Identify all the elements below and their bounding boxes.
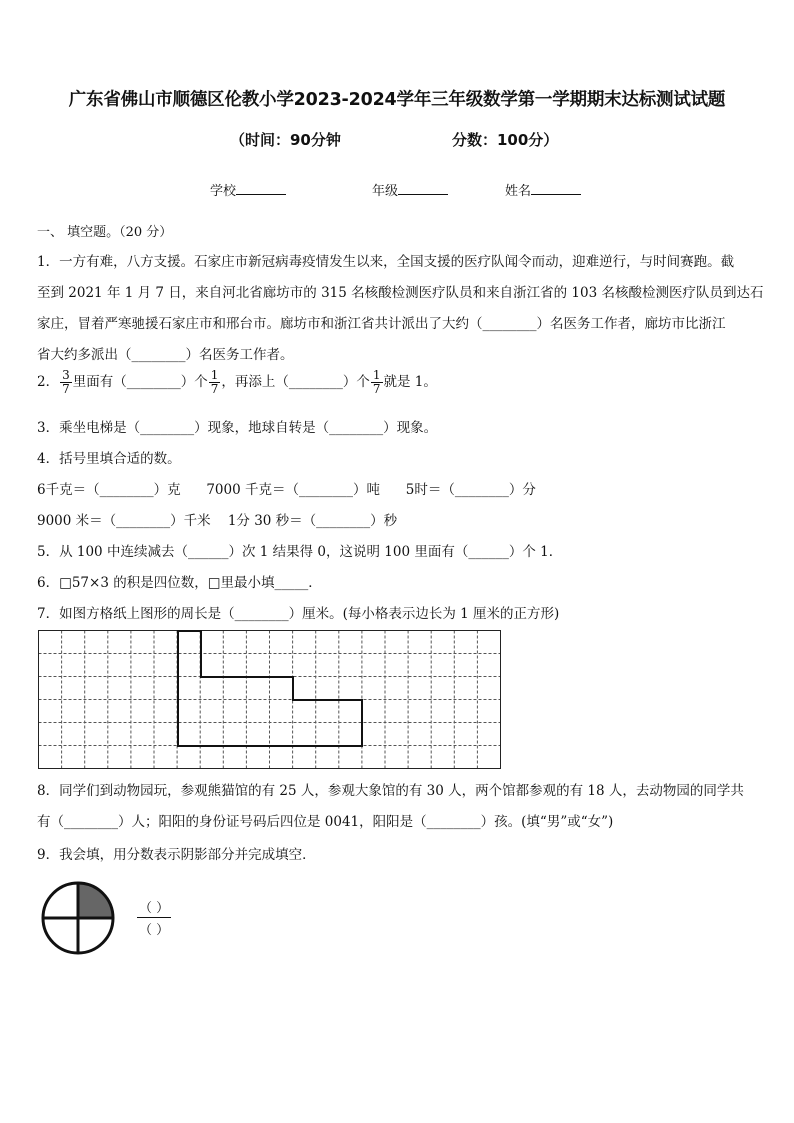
answer-fraction bbox=[137, 897, 171, 938]
grid-figure bbox=[38, 630, 503, 770]
section-heading: 一、 填空题。（20 分） bbox=[37, 225, 173, 240]
answer-denominator[interactable]: （ ） bbox=[139, 923, 170, 938]
name-label: 姓名 bbox=[505, 184, 532, 199]
grade-blank bbox=[398, 182, 448, 195]
q7-line: 7．如图方格纸上图形的周长是（________）厘米。(每小格表示边长为 1 厘米的正方形) bbox=[37, 606, 560, 622]
q3-line: 3．乘坐电梯是（________）现象，地球自转是（________）现象。 bbox=[37, 420, 438, 436]
grid-lines bbox=[39, 631, 501, 769]
q8-line1: 8．同学们到动物园玩，参观熊猫馆的有 25 人，参观大象馆的有 30 人，两个馆都参观的有 18 人，去动物园的同学共 bbox=[37, 783, 744, 799]
exam-time: （时间：90分钟 bbox=[230, 131, 341, 149]
q2-text-d: 就是 1。 bbox=[383, 374, 437, 390]
fraction-numerator: 1 bbox=[372, 368, 381, 382]
q1-line1: 1．一方有难，八方支援。石家庄市新冠病毒疫情发生以来，全国支援的医疗队闻令而动，迎难逆行，与时间赛跑。截 bbox=[37, 254, 735, 270]
fraction-denominator: 7 bbox=[62, 382, 70, 396]
q2-line bbox=[37, 369, 437, 396]
fraction-numerator: 3 bbox=[62, 368, 70, 382]
q2-text-b: 里面有（________）个 bbox=[72, 374, 208, 390]
q8-line2: 有（________）人；阳阳的身份证号码后四位是 0041，阳阳是（________）孩。(填“男”或“女”) bbox=[37, 814, 614, 830]
q2-prefix: 2． bbox=[37, 374, 60, 390]
name-blank bbox=[531, 182, 581, 195]
q6-line: 6．□57×3 的积是四位数，□里最小填_____． bbox=[37, 575, 322, 591]
fraction-3-7 bbox=[60, 369, 72, 396]
q4-row2: 9000 米＝（________）千米 1分 30 秒＝（________）秒 bbox=[37, 513, 398, 529]
school-label: 学校 bbox=[210, 184, 237, 199]
grade-label: 年级 bbox=[372, 184, 399, 199]
grade-field bbox=[372, 180, 448, 199]
fraction-denominator: 7 bbox=[372, 382, 381, 396]
page-title: 广东省佛山市顺德区伦教小学2023-2024学年三年级数学第一学期期末达标测试试题 bbox=[68, 90, 726, 110]
fraction-1-7-a bbox=[209, 369, 221, 396]
q1-line2: 至到 2021 年 1 月 7 日，来自河北省廊坊市的 315 名核酸检测医疗队员和来自浙江省的 103 名核酸检测医疗队员到达石 bbox=[37, 285, 764, 301]
school-blank bbox=[236, 182, 286, 195]
q9-line: 9．我会填，用分数表示阴影部分并完成填空． bbox=[37, 847, 316, 863]
fraction-numerator: 1 bbox=[210, 368, 219, 382]
fraction-denominator: 7 bbox=[210, 382, 219, 396]
q1-line4: 省大约多派出（________）名医务工作者。 bbox=[37, 347, 294, 363]
q4-row1: 6千克＝（________）克 7000 千克＝（________）吨 5时＝（________）分 bbox=[37, 482, 536, 498]
fraction-1-7-b bbox=[371, 369, 383, 396]
name-field bbox=[505, 180, 581, 199]
answer-numerator[interactable]: （ ） bbox=[137, 897, 171, 918]
exam-score: 分数：100分） bbox=[452, 131, 559, 149]
q1-line3: 家庄，冒着严寒驰援石家庄市和邢台市。廊坊市和浙江省共计派出了大约（________）名医务工作者，廊坊市比浙江 bbox=[37, 316, 726, 332]
school-field bbox=[210, 180, 286, 199]
circle-figure bbox=[40, 880, 116, 956]
q2-text-c: ，再添上（________）个 bbox=[221, 374, 370, 390]
q4-line: 4．括号里填合适的数。 bbox=[37, 451, 181, 467]
q5-line: 5．从 100 中连续减去（______）次 1 结果得 0，这说明 100 里面有（______）个 1． bbox=[37, 544, 563, 560]
